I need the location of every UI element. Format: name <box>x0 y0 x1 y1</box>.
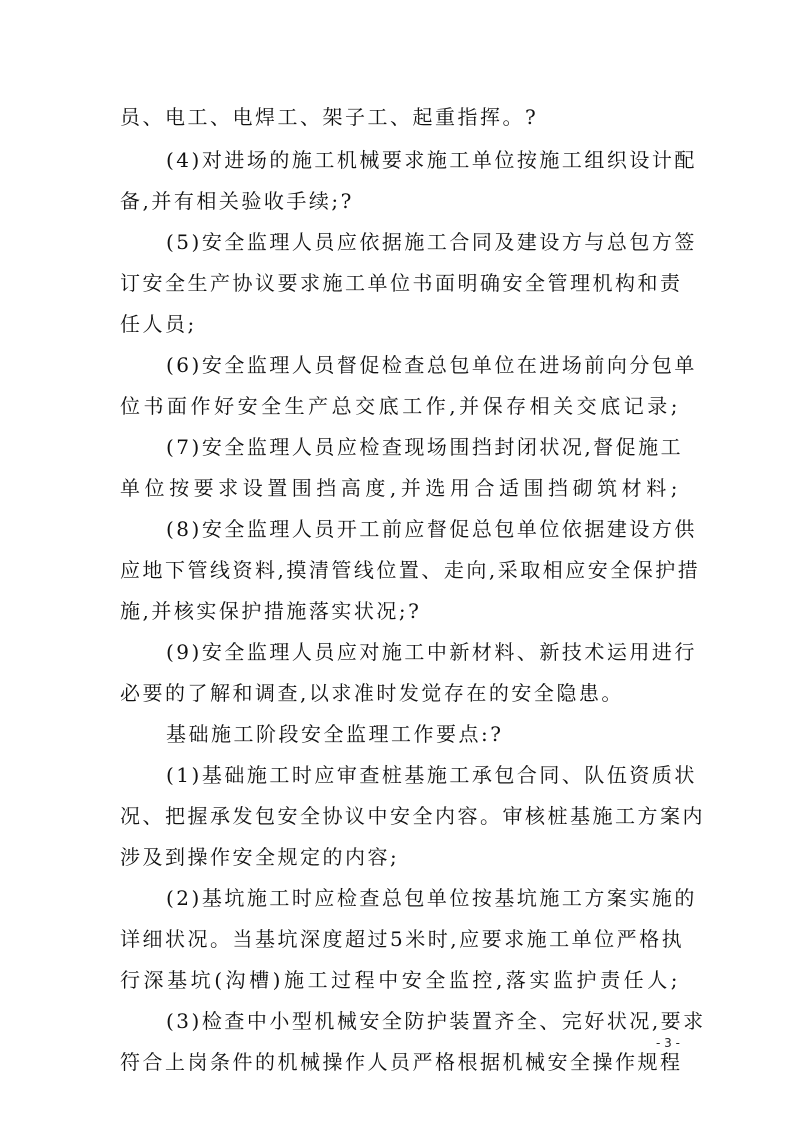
text-line: 必要的了解和调查,以求准时发觉存在的安全隐患。 <box>120 681 624 705</box>
text-line: 行深基坑(沟槽)施工过程中安全监控,落实监护责任人; <box>120 968 680 992</box>
text-line: 详细状况。当基坑深度超过5米时,应要求施工单位严格执 <box>120 927 685 951</box>
text-line: 备,并有相关验收手续;? <box>120 189 354 213</box>
text-line: 况、把握承发包安全协议中安全内容。审核桩基施工方案内 <box>120 804 705 828</box>
text-line: 订安全生产协议要求施工单位书面明确安全管理机构和责 <box>120 271 683 295</box>
text-line: 施,并核实保护措施落实状况;? <box>120 599 422 623</box>
text-line: 符合上岗条件的机械操作人员严格根据机械安全操作规程 <box>120 1050 683 1074</box>
text-line: (8)安全监理人员开工前应督促总包单位依据建设方供 <box>166 517 697 541</box>
text-line: (3)检查中小型机械安全防护装置齐全、完好状况,要求 <box>166 1009 706 1033</box>
text-line: 员、电工、电焊工、架子工、起重指挥。? <box>120 105 539 129</box>
text-line: 应地下管线资料,摸清管线位置、走向,采取相应安全保护措 <box>120 558 701 582</box>
text-line: (2)基坑施工时应检查总包单位按基坑施工方案实施的 <box>166 886 697 910</box>
text-line: (5)安全监理人员应依据施工合同及建设方与总包方签 <box>166 230 697 254</box>
text-line: 单位按要求设置围挡高度,并选用合适围挡砌筑材料; <box>120 476 680 500</box>
text-line: (4)对进场的施工机械要求施工单位按施工组织设计配 <box>166 148 697 172</box>
text-line: 位书面作好安全生产总交底工作,并保存相关交底记录; <box>120 394 680 418</box>
text-line: (6)安全监理人员督促检查总包单位在进场前向分包单 <box>166 353 697 377</box>
text-line: (1)基础施工时应审查桩基施工承包合同、队伍资质状 <box>166 763 697 787</box>
page-number: - 3 - <box>656 1036 680 1050</box>
text-line: (9)安全监理人员应对施工中新材料、新技术运用进行 <box>166 640 697 664</box>
text-line: (7)安全监理人员应检查现场围挡封闭状况,督促施工 <box>166 435 684 459</box>
section-heading: 基础施工阶段安全监理工作要点:? <box>166 722 504 746</box>
text-line: 涉及到操作安全规定的内容; <box>120 845 400 869</box>
text-line: 任人员; <box>120 312 197 336</box>
